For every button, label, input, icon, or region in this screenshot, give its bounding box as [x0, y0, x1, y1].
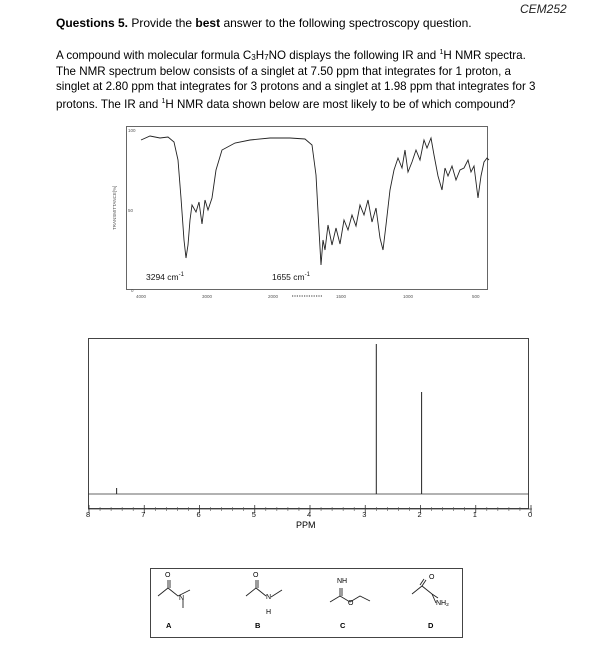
structure-d: [412, 579, 438, 603]
ir-y-tick: 100: [128, 128, 136, 133]
atom-n: N: [266, 594, 272, 601]
atom-o: O: [348, 600, 354, 607]
ir-annotation-text: 3294 cm: [146, 272, 179, 282]
nmr-x-tick-label: 6: [196, 510, 201, 519]
ir-y-tick: 50: [128, 208, 134, 213]
ir-y-tick: 0: [131, 288, 134, 293]
title-pre: Provide the: [131, 16, 193, 30]
course-code: CEM252: [520, 2, 567, 16]
question-line-2: The NMR spectrum below consists of a singlet at 7.50 ppm that integrates for 1 proton, a: [56, 65, 511, 79]
superscript: 1: [161, 97, 166, 105]
formula-subscript: 7: [264, 52, 269, 62]
formula-subscript: 3: [251, 52, 256, 62]
atom-n: N: [179, 595, 185, 602]
ir-annotation-sup: -1: [178, 272, 184, 279]
ir-x-tick: 4000: [136, 294, 147, 299]
ir-x-tick: 3000: [202, 294, 213, 299]
ir-x-tick: 2000: [268, 294, 279, 299]
atom-nh: NH: [337, 578, 348, 585]
atom-nh2-text: NH: [436, 600, 447, 607]
nmr-x-tick-label: 3: [362, 510, 367, 519]
atom-nh2: [436, 600, 449, 608]
atom-o: O: [253, 572, 259, 579]
superscript: 1: [439, 49, 444, 56]
title-post: answer to the following spectroscopy question.: [223, 16, 472, 30]
nmr-x-tick-label: 7: [141, 510, 146, 519]
nmr-x-tick-label: 5: [251, 510, 256, 519]
structure-b: [246, 580, 282, 597]
ir-annotation-text: 1655 cm: [272, 272, 305, 282]
choice-label-c[interactable]: C: [340, 621, 346, 630]
atom-h: H: [266, 609, 272, 616]
line1-part: A compound with molecular formula C: [56, 48, 252, 62]
ir-annotation-sup: -1: [304, 272, 310, 279]
choice-label-b[interactable]: B: [255, 621, 261, 630]
ir-x-tick: 500: [472, 294, 480, 299]
choice-label-d[interactable]: D: [428, 621, 434, 630]
atom-o: O: [165, 572, 171, 579]
title-emphasis: best: [195, 16, 221, 30]
ir-x-tick: 1000: [403, 294, 414, 299]
line1-part: NO displays the following IR and: [268, 48, 437, 62]
nmr-x-tick-label: 0: [528, 510, 533, 519]
question-line-3: singlet at 2.80 ppm that integrates for 3 protons and a singlet at 1.98 ppm that integrates for 3: [56, 80, 536, 94]
atom-nh2-subscript: 2: [446, 603, 449, 608]
line1-part: H NMR spectra.: [443, 48, 526, 62]
nmr-x-tick-label: 2: [417, 510, 422, 519]
question-number: Questions 5.: [56, 16, 129, 30]
line4-part: H NMR data shown below are most likely to be of which compound?: [165, 97, 516, 111]
ir-y-axis-label: TRANSMITTANCE[%]: [112, 185, 117, 230]
atom-o: O: [429, 574, 435, 581]
nmr-x-tick-label: 1: [472, 510, 477, 519]
nmr-x-axis-label: PPM: [296, 520, 316, 530]
nmr-x-tick-label: 4: [307, 510, 312, 519]
ir-x-tick: 1500: [336, 294, 347, 299]
structure-a: [158, 580, 190, 608]
nmr-x-tick-label: 8: [86, 510, 91, 519]
line4-part: protons. The IR and: [56, 97, 159, 111]
choice-label-a[interactable]: A: [166, 621, 172, 630]
formula-h: H: [255, 48, 265, 62]
